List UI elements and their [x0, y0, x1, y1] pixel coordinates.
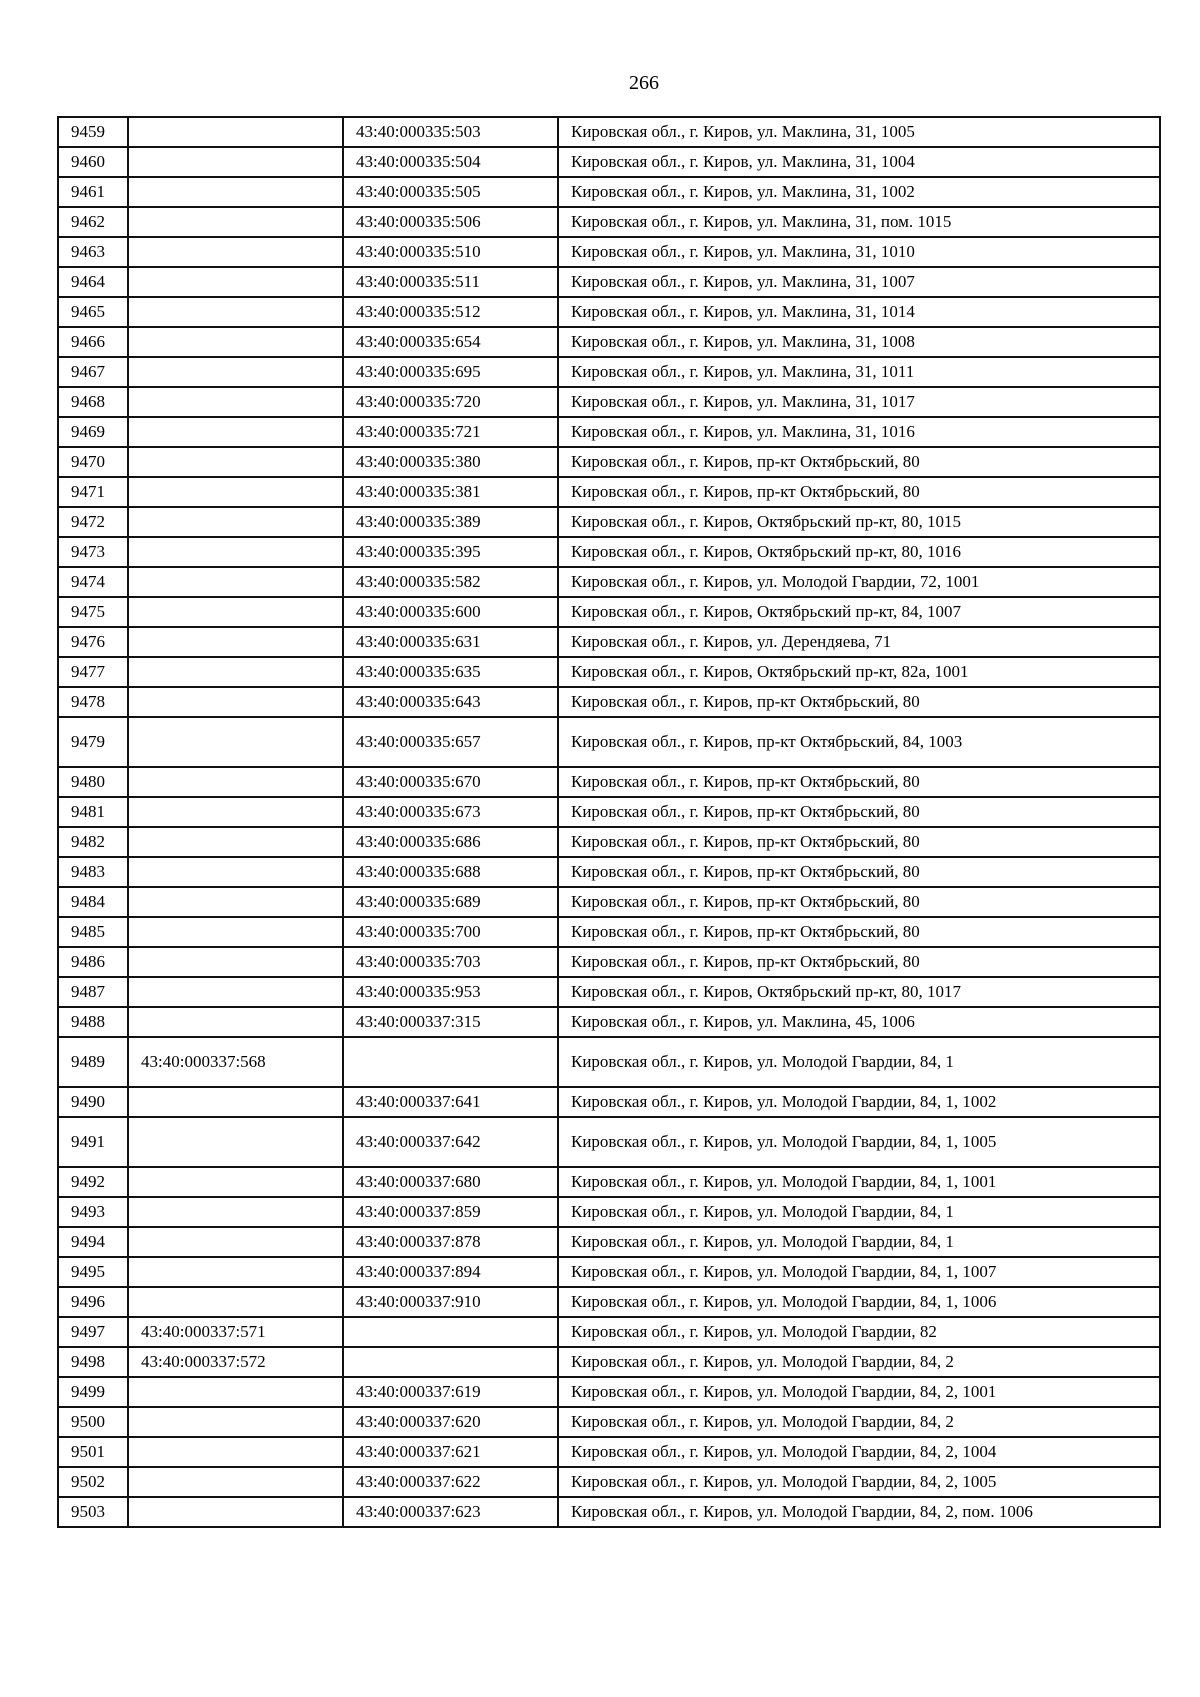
- address-cell: Кировская обл., г. Киров, ул. Молодой Гвардии, 82: [558, 1317, 1160, 1347]
- cadastral-unit-number-cell: 43:40:000335:657: [343, 717, 558, 767]
- table-row: [58, 797, 1160, 827]
- row-number-cell: 9478: [58, 687, 128, 717]
- address-cell: Кировская обл., г. Киров, ул. Молодой Гвардии, 84, 1, 1005: [558, 1117, 1160, 1167]
- cadastral-unit-number-cell: 43:40:000335:395: [343, 537, 558, 567]
- cadastral-unit-number-cell: 43:40:000337:910: [343, 1287, 558, 1317]
- cadastral-number-cell: [128, 1407, 343, 1437]
- cadastral-number-cell: [128, 477, 343, 507]
- cadastral-unit-number-cell: 43:40:000335:503: [343, 117, 558, 147]
- row-number-cell: 9499: [58, 1377, 128, 1407]
- table-row: [58, 767, 1160, 797]
- cadastral-number-cell: [128, 797, 343, 827]
- cadastral-unit-number-cell: 43:40:000335:389: [343, 507, 558, 537]
- cadastral-number-cell: [128, 387, 343, 417]
- table-row: [58, 1167, 1160, 1197]
- cadastral-unit-number-cell: 43:40:000337:894: [343, 1257, 558, 1287]
- cadastral-number-cell: [128, 237, 343, 267]
- row-number-cell: 9459: [58, 117, 128, 147]
- cadastral-number-cell: [128, 567, 343, 597]
- table-row: [58, 417, 1160, 447]
- row-number-cell: 9492: [58, 1167, 128, 1197]
- cadastral-number-cell: [128, 357, 343, 387]
- cadastral-number-cell: [128, 417, 343, 447]
- cadastral-unit-number-cell: 43:40:000337:622: [343, 1467, 558, 1497]
- cadastral-unit-number-cell: 43:40:000337:859: [343, 1197, 558, 1227]
- address-cell: Кировская обл., г. Киров, пр-кт Октябрьский, 80: [558, 917, 1160, 947]
- cadastral-number-cell: [128, 887, 343, 917]
- row-number-cell: 9501: [58, 1437, 128, 1467]
- row-number-cell: 9476: [58, 627, 128, 657]
- row-number-cell: 9463: [58, 237, 128, 267]
- cadastral-number-cell: [128, 537, 343, 567]
- cadastral-number-cell: [128, 1227, 343, 1257]
- address-cell: Кировская обл., г. Киров, Октябрьский пр-кт, 80, 1016: [558, 537, 1160, 567]
- table-row: [58, 117, 1160, 147]
- cadastral-unit-number-cell: 43:40:000335:695: [343, 357, 558, 387]
- address-cell: Кировская обл., г. Киров, пр-кт Октябрьский, 80: [558, 687, 1160, 717]
- address-cell: Кировская обл., г. Киров, ул. Маклина, 31, 1017: [558, 387, 1160, 417]
- row-number-cell: 9493: [58, 1197, 128, 1227]
- address-cell: Кировская обл., г. Киров, ул. Молодой Гвардии, 84, 2, 1004: [558, 1437, 1160, 1467]
- address-cell: Кировская обл., г. Киров, ул. Молодой Гвардии, 84, 2, пом. 1006: [558, 1497, 1160, 1527]
- table-row: [58, 1087, 1160, 1117]
- table-row: [58, 1407, 1160, 1437]
- table-row: [58, 387, 1160, 417]
- cadastral-unit-number-cell: 43:40:000337:642: [343, 1117, 558, 1167]
- cadastral-unit-number-cell: 43:40:000335:582: [343, 567, 558, 597]
- cadastral-unit-number-cell: 43:40:000335:643: [343, 687, 558, 717]
- cadastral-unit-number-cell: 43:40:000335:600: [343, 597, 558, 627]
- address-cell: Кировская обл., г. Киров, ул. Маклина, 31, 1010: [558, 237, 1160, 267]
- row-number-cell: 9498: [58, 1347, 128, 1377]
- table-row: [58, 1227, 1160, 1257]
- table-row: [58, 327, 1160, 357]
- table-row: [58, 887, 1160, 917]
- cadastral-unit-number-cell: 43:40:000335:635: [343, 657, 558, 687]
- cadastral-number-cell: [128, 597, 343, 627]
- address-cell: Кировская обл., г. Киров, ул. Маклина, 31, 1005: [558, 117, 1160, 147]
- cadastral-unit-number-cell: [343, 1347, 558, 1377]
- address-cell: Кировская обл., г. Киров, ул. Маклина, 31, 1002: [558, 177, 1160, 207]
- table-row: [58, 567, 1160, 597]
- row-number-cell: 9496: [58, 1287, 128, 1317]
- table-row: [58, 1037, 1160, 1087]
- address-cell: Кировская обл., г. Киров, ул. Маклина, 31, 1008: [558, 327, 1160, 357]
- row-number-cell: 9485: [58, 917, 128, 947]
- address-cell: Кировская обл., г. Киров, ул. Молодой Гвардии, 72, 1001: [558, 567, 1160, 597]
- row-number-cell: 9487: [58, 977, 128, 1007]
- table-row: [58, 1257, 1160, 1287]
- address-cell: Кировская обл., г. Киров, ул. Молодой Гвардии, 84, 2: [558, 1347, 1160, 1377]
- address-cell: Кировская обл., г. Киров, ул. Молодой Гвардии, 84, 1, 1002: [558, 1087, 1160, 1117]
- cadastral-number-cell: [128, 1497, 343, 1527]
- cadastral-number-cell: [128, 1007, 343, 1037]
- address-cell: Кировская обл., г. Киров, ул. Маклина, 45, 1006: [558, 1007, 1160, 1037]
- cadastral-unit-number-cell: 43:40:000335:654: [343, 327, 558, 357]
- address-cell: Кировская обл., г. Киров, пр-кт Октябрьский, 80: [558, 947, 1160, 977]
- address-cell: Кировская обл., г. Киров, ул. Маклина, 31, 1014: [558, 297, 1160, 327]
- cadastral-number-cell: [128, 687, 343, 717]
- row-number-cell: 9502: [58, 1467, 128, 1497]
- cadastral-unit-number-cell: 43:40:000335:504: [343, 147, 558, 177]
- address-cell: Кировская обл., г. Киров, ул. Маклина, 31, 1004: [558, 147, 1160, 177]
- row-number-cell: 9462: [58, 207, 128, 237]
- address-cell: Кировская обл., г. Киров, пр-кт Октябрьский, 80: [558, 767, 1160, 797]
- cadastral-unit-number-cell: 43:40:000335:511: [343, 267, 558, 297]
- table-row: [58, 267, 1160, 297]
- table-body: [58, 117, 1160, 1527]
- row-number-cell: 9469: [58, 417, 128, 447]
- cadastral-unit-number-cell: 43:40:000337:878: [343, 1227, 558, 1257]
- table-row: [58, 207, 1160, 237]
- table-row: [58, 177, 1160, 207]
- row-number-cell: 9490: [58, 1087, 128, 1117]
- row-number-cell: 9491: [58, 1117, 128, 1167]
- address-cell: Кировская обл., г. Киров, ул. Молодой Гвардии, 84, 1: [558, 1197, 1160, 1227]
- row-number-cell: 9497: [58, 1317, 128, 1347]
- cadastral-unit-number-cell: 43:40:000335:631: [343, 627, 558, 657]
- address-cell: Кировская обл., г. Киров, пр-кт Октябрьский, 80: [558, 797, 1160, 827]
- cadastral-unit-number-cell: 43:40:000337:619: [343, 1377, 558, 1407]
- table-row: [58, 1287, 1160, 1317]
- cadastral-number-cell: [128, 297, 343, 327]
- table-row: [58, 627, 1160, 657]
- table-row: [58, 477, 1160, 507]
- cadastral-unit-number-cell: 43:40:000335:689: [343, 887, 558, 917]
- row-number-cell: 9472: [58, 507, 128, 537]
- table-row: [58, 917, 1160, 947]
- row-number-cell: 9460: [58, 147, 128, 177]
- cadastral-number-cell: [128, 1197, 343, 1227]
- table-row: [58, 687, 1160, 717]
- address-cell: Кировская обл., г. Киров, ул. Дерендяева, 71: [558, 627, 1160, 657]
- cadastral-unit-number-cell: 43:40:000335:506: [343, 207, 558, 237]
- table-row: [58, 717, 1160, 767]
- table-row: [58, 947, 1160, 977]
- address-cell: Кировская обл., г. Киров, пр-кт Октябрьский, 80: [558, 447, 1160, 477]
- row-number-cell: 9468: [58, 387, 128, 417]
- table-row: [58, 1497, 1160, 1527]
- table-row: [58, 1377, 1160, 1407]
- cadastral-number-cell: [128, 207, 343, 237]
- address-cell: Кировская обл., г. Киров, пр-кт Октябрьский, 80: [558, 857, 1160, 887]
- cadastral-unit-number-cell: 43:40:000337:641: [343, 1087, 558, 1117]
- row-number-cell: 9481: [58, 797, 128, 827]
- cadastral-unit-number-cell: 43:40:000335:688: [343, 857, 558, 887]
- cadastral-number-cell: [128, 447, 343, 477]
- cadastral-number-cell: [128, 857, 343, 887]
- cadastral-number-cell: [128, 1437, 343, 1467]
- cadastral-number-cell: [128, 627, 343, 657]
- table-row: [58, 1437, 1160, 1467]
- row-number-cell: 9464: [58, 267, 128, 297]
- address-cell: Кировская обл., г. Киров, пр-кт Октябрьский, 80: [558, 827, 1160, 857]
- cadastral-number-cell: [128, 1257, 343, 1287]
- table-row: [58, 537, 1160, 567]
- cadastral-number-cell: [128, 1167, 343, 1197]
- table-row: [58, 237, 1160, 267]
- cadastral-number-cell: [128, 1087, 343, 1117]
- cadastral-number-cell: [128, 1377, 343, 1407]
- cadastral-number-cell: [128, 327, 343, 357]
- cadastral-number-cell: 43:40:000337:572: [128, 1347, 343, 1377]
- row-number-cell: 9503: [58, 1497, 128, 1527]
- address-cell: Кировская обл., г. Киров, ул. Молодой Гвардии, 84, 2, 1001: [558, 1377, 1160, 1407]
- cadastral-number-cell: [128, 827, 343, 857]
- cadastral-number-cell: [128, 177, 343, 207]
- cadastral-number-cell: 43:40:000337:571: [128, 1317, 343, 1347]
- address-cell: Кировская обл., г. Киров, ул. Молодой Гвардии, 84, 1, 1007: [558, 1257, 1160, 1287]
- table-row: [58, 447, 1160, 477]
- table-row: [58, 1317, 1160, 1347]
- row-number-cell: 9494: [58, 1227, 128, 1257]
- address-cell: Кировская обл., г. Киров, Октябрьский пр-кт, 84, 1007: [558, 597, 1160, 627]
- row-number-cell: 9465: [58, 297, 128, 327]
- cadastral-unit-number-cell: 43:40:000335:721: [343, 417, 558, 447]
- cadastral-unit-number-cell: 43:40:000337:315: [343, 1007, 558, 1037]
- table-row: [58, 507, 1160, 537]
- address-cell: Кировская обл., г. Киров, Октябрьский пр-кт, 82а, 1001: [558, 657, 1160, 687]
- address-cell: Кировская обл., г. Киров, пр-кт Октябрьский, 80: [558, 477, 1160, 507]
- cadastral-number-cell: [128, 267, 343, 297]
- cadastral-unit-number-cell: 43:40:000337:623: [343, 1497, 558, 1527]
- table-row: [58, 297, 1160, 327]
- cadastral-unit-number-cell: 43:40:000337:621: [343, 1437, 558, 1467]
- cadastral-number-cell: [128, 1287, 343, 1317]
- cadastral-number-cell: [128, 507, 343, 537]
- cadastral-unit-number-cell: 43:40:000335:673: [343, 797, 558, 827]
- cadastral-number-cell: [128, 947, 343, 977]
- cadastral-number-cell: [128, 917, 343, 947]
- cadastral-unit-number-cell: 43:40:000335:380: [343, 447, 558, 477]
- row-number-cell: 9473: [58, 537, 128, 567]
- cadastral-unit-number-cell: [343, 1317, 558, 1347]
- cadastral-number-cell: 43:40:000337:568: [128, 1037, 343, 1087]
- table-row: [58, 1347, 1160, 1377]
- row-number-cell: 9474: [58, 567, 128, 597]
- table-row: [58, 857, 1160, 887]
- row-number-cell: 9484: [58, 887, 128, 917]
- cadastral-unit-number-cell: 43:40:000335:670: [343, 767, 558, 797]
- address-cell: Кировская обл., г. Киров, пр-кт Октябрьский, 80: [558, 887, 1160, 917]
- page-number: 266: [629, 72, 659, 94]
- row-number-cell: 9479: [58, 717, 128, 767]
- cadastral-number-cell: [128, 717, 343, 767]
- row-number-cell: 9495: [58, 1257, 128, 1287]
- cadastral-unit-number-cell: 43:40:000335:703: [343, 947, 558, 977]
- row-number-cell: 9461: [58, 177, 128, 207]
- cadastral-number-cell: [128, 1117, 343, 1167]
- address-cell: Кировская обл., г. Киров, ул. Молодой Гвардии, 84, 1: [558, 1037, 1160, 1087]
- table-row: [58, 597, 1160, 627]
- cadastral-number-cell: [128, 657, 343, 687]
- address-cell: Кировская обл., г. Киров, ул. Маклина, 31, 1011: [558, 357, 1160, 387]
- table-row: [58, 147, 1160, 177]
- cadastral-unit-number-cell: 43:40:000335:720: [343, 387, 558, 417]
- address-cell: Кировская обл., г. Киров, ул. Молодой Гвардии, 84, 2, 1005: [558, 1467, 1160, 1497]
- cadastral-number-cell: [128, 147, 343, 177]
- address-cell: Кировская обл., г. Киров, Октябрьский пр-кт, 80, 1017: [558, 977, 1160, 1007]
- address-cell: Кировская обл., г. Киров, ул. Маклина, 31, 1016: [558, 417, 1160, 447]
- address-cell: Кировская обл., г. Киров, ул. Маклина, 31, 1007: [558, 267, 1160, 297]
- address-cell: Кировская обл., г. Киров, ул. Маклина, 31, пом. 1015: [558, 207, 1160, 237]
- cadastral-unit-number-cell: 43:40:000335:686: [343, 827, 558, 857]
- table-row: [58, 1007, 1160, 1037]
- table-row: [58, 1197, 1160, 1227]
- table-row: [58, 827, 1160, 857]
- table-row: [58, 977, 1160, 1007]
- address-cell: Кировская обл., г. Киров, пр-кт Октябрьский, 84, 1003: [558, 717, 1160, 767]
- cadastral-number-cell: [128, 767, 343, 797]
- cadastral-number-cell: [128, 977, 343, 1007]
- address-cell: Кировская обл., г. Киров, ул. Молодой Гвардии, 84, 1, 1006: [558, 1287, 1160, 1317]
- cadastral-number-cell: [128, 1467, 343, 1497]
- cadastral-unit-number-cell: 43:40:000335:512: [343, 297, 558, 327]
- cadastral-unit-number-cell: 43:40:000337:620: [343, 1407, 558, 1437]
- row-number-cell: 9475: [58, 597, 128, 627]
- row-number-cell: 9489: [58, 1037, 128, 1087]
- row-number-cell: 9471: [58, 477, 128, 507]
- row-number-cell: 9477: [58, 657, 128, 687]
- cadastral-unit-number-cell: 43:40:000335:510: [343, 237, 558, 267]
- address-cell: Кировская обл., г. Киров, ул. Молодой Гвардии, 84, 1, 1001: [558, 1167, 1160, 1197]
- cadastral-unit-number-cell: 43:40:000335:505: [343, 177, 558, 207]
- row-number-cell: 9470: [58, 447, 128, 477]
- property-table: [57, 116, 1161, 1528]
- row-number-cell: 9486: [58, 947, 128, 977]
- cadastral-unit-number-cell: 43:40:000335:381: [343, 477, 558, 507]
- address-cell: Кировская обл., г. Киров, ул. Молодой Гвардии, 84, 2: [558, 1407, 1160, 1437]
- row-number-cell: 9500: [58, 1407, 128, 1437]
- cadastral-unit-number-cell: [343, 1037, 558, 1087]
- table-row: [58, 1117, 1160, 1167]
- address-cell: Кировская обл., г. Киров, Октябрьский пр-кт, 80, 1015: [558, 507, 1160, 537]
- address-cell: Кировская обл., г. Киров, ул. Молодой Гвардии, 84, 1: [558, 1227, 1160, 1257]
- table-row: [58, 657, 1160, 687]
- row-number-cell: 9488: [58, 1007, 128, 1037]
- cadastral-unit-number-cell: 43:40:000335:700: [343, 917, 558, 947]
- cadastral-unit-number-cell: 43:40:000337:680: [343, 1167, 558, 1197]
- cadastral-unit-number-cell: 43:40:000335:953: [343, 977, 558, 1007]
- row-number-cell: 9466: [58, 327, 128, 357]
- table-row: [58, 357, 1160, 387]
- table-row: [58, 1467, 1160, 1497]
- row-number-cell: 9483: [58, 857, 128, 887]
- row-number-cell: 9480: [58, 767, 128, 797]
- row-number-cell: 9482: [58, 827, 128, 857]
- row-number-cell: 9467: [58, 357, 128, 387]
- cadastral-number-cell: [128, 117, 343, 147]
